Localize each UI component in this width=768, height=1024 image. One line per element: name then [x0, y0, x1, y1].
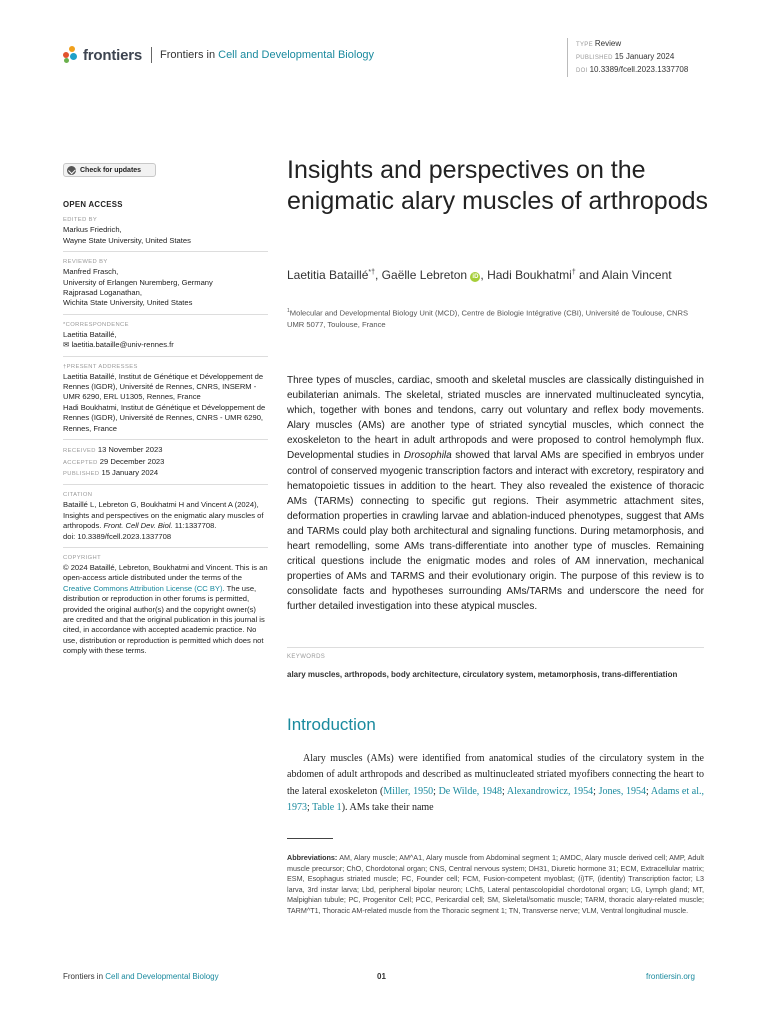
article-title: Insights and perspectives on the enigmatic alary muscles of arthropods: [287, 156, 709, 215]
received-date: 13 November 2023: [97, 445, 163, 455]
sidebar-published-date: 15 January 2024: [101, 467, 159, 477]
email-icon: ✉: [63, 340, 72, 350]
check-for-updates-button[interactable]: Check for updates: [63, 163, 156, 177]
correspondence-email[interactable]: ✉ laetitia.bataille@univ-rennes.fr: [63, 340, 174, 350]
article-meta: TYPE Review PUBLISHED 15 January 2024 DOI 10.3389/fcell.2023.1337708: [567, 38, 688, 77]
footer-site-link[interactable]: frontiersin.org: [646, 972, 695, 981]
edited-by-label: EDITED BY: [63, 217, 98, 224]
check-updates-icon: [67, 166, 76, 175]
copyright-label: COPYRIGHT: [63, 554, 102, 561]
history-dates: RECEIVED 13 November 2023 ACCEPTED 29 December 2023 PUBLISHED 15 January 2024: [63, 445, 165, 477]
present-addresses: Laetitia Bataillé, Institut de Génétique et Développement de Rennes (IGDR), Université de Rennes, CNRS, INSERM - UMR 6290, ERL U1305, Rennes, France Hadi Boukhatmi, Institut de Génétique et Développement de Rennes (IGDR), Université de Rennes, CNRS - UMR 6290, Rennes, France: [63, 371, 266, 433]
keywords-label: KEYWORDS: [287, 654, 326, 660]
edited-by: Markus Friedrich, Wayne State University, United States: [63, 225, 191, 245]
keywords: alary muscles, arthropods, body architecture, circulatory system, metamorphosis, trans-differentiation: [287, 670, 678, 679]
citation: Bataillé L, Lebreton G, Boukhatmi H and Vincent A (2024), Insights and perspectives on the enigmatic alary muscles of arthropods. Front. Cell Dev. Biol. 11:1337708. doi: 10.3389/fcell.2023.1337708: [63, 500, 264, 541]
abbreviations: Abbreviations: AM, Alary muscle; AM^A1, Alary muscle from Abdominal segment 1; AMDC, Alary muscle derived cell; AMP, Adult muscle precursor; ChO, Chordotonal organ; CNS, Central nervous system; DH31, Diuretic hormone 31; ECM, Extracellular matrix; ESM, Esophagus striated muscle; FC, Founder cell; FCM, Fusion-competent myoblast; (i)TF, (identity) Transcription factor; L3 larva, 3rd instar larva; Lbd, peripheral bipolar neuron; LCh5, Lateral pentascolopidial chordotonal organ; LG, Lymph gland; MT, Malpighian tubule; PC, Progenitor Cell; PCC, Pericardial cell; SM, Skeletal/somatic muscle; TARM, thoracic alary-related muscle; TARM^T1, Thoracic AM-related muscle from the Thoracic segment 1; TN, Transverse nerve; VLM, Ventral longitudinal muscle.: [287, 853, 704, 915]
orcid-icon[interactable]: iD: [472, 274, 479, 280]
brand-name: frontiers: [83, 46, 143, 64]
ref-link[interactable]: Adams et al., 1973: [287, 785, 705, 813]
introduction-heading: Introduction: [287, 715, 376, 734]
table-link[interactable]: Table 1: [312, 801, 342, 813]
sidebar: [63, 200, 268, 657]
correspondence-label: *CORRESPONDENCE: [63, 321, 129, 328]
affiliation: $^1$Molecular and Developmental Biology Unit (MCD), Centre de Biologie Intégrative (CBI), Université de Toulouse, CNRS UMR 5077, Toulouse, France: [287, 308, 689, 329]
published-date: 15 January 2024: [614, 52, 675, 61]
correspondence-name: Laetitia Bataillé,: [63, 329, 117, 339]
accepted-date: 29 December 2023: [99, 456, 165, 466]
cc-by-link[interactable]: Creative Commons Attribution License (CC BY): [63, 583, 223, 593]
present-addresses-label: †PRESENT ADDRESSES: [63, 363, 138, 370]
open-access-label: OPEN ACCESS: [63, 200, 123, 209]
frontiers-logo-icon: [63, 46, 79, 64]
reviewed-by-label: REVIEWED BY: [63, 259, 108, 266]
introduction-paragraph: Alary muscles (AMs) were identified from anatomical studies of the circulatory system in the abdomen of adult arthropods and described as multinucleated striated myofibers connecting the heart to the lateral exoskeleton (Miller, 1950; De Wilde, 1948; Alexandrowicz, 1954; Jones, 1954; Adams et al., 1973; Table 1). AMs take their name: [287, 753, 705, 813]
header-divider: [151, 47, 152, 63]
ref-link[interactable]: Miller, 1950: [383, 785, 434, 797]
ref-link[interactable]: Alexandrowicz, 1954: [506, 785, 594, 797]
ref-link[interactable]: Jones, 1954: [598, 785, 646, 797]
abstract: Three types of muscles, cardiac, smooth and skeletal muscles are classically distinguished in eubilaterian animals. The skeletal, striated muscles are innervated multinucleated syncytia, which, together with bones and tendons, carry out voluntary and reflex body movements. Alary muscles (AMs) are another type of striated syncytial muscles, which connect the exoskeleton to the heart in adult arthropods and were proposed to control hemolymph flux. Developmental studies in Drosophila showed that larval AMs are specified in embryos under control of conserved myogenic transcription factors and interact with excretory, respiratory and hematopoietic tissues in addition to the heart. They also revealed the existence of thoracic AMs (TARMs) connecting to specific gut regions. Their asymmetric attachment sites, deformation properties in crawling larvae and ablation-induced phenotypes, suggest that AMs and TARMs could play both architectural and signaling functions. During metamorphosis, and heart remodelling, some AMs trans-differentiate into another type of muscles. Remaining critical questions include the enigmatic modes and roles of AM innervation, mechanical properties of AMs and TARMS and their evolutionary origin. The purpose of this review is to consolidate facts and hypotheses surrounding AMs/TARMs and underscore the need for further detailed investigation into these atypical muscles.: [287, 375, 705, 613]
journal-name: Frontiers in Cell and Developmental Biology: [160, 49, 375, 61]
footnote-divider: [287, 838, 333, 839]
copyright: © 2024 Bataillé, Lebreton, Boukhatmi and Vincent. This is an open-access article distributed under the terms of the Creative Commons Attribution License (CC BY). The use, distribution or reproduction in other forums is permitted, provided the original author(s) and the copyright owner(s) are credited and that the original publication in this journal is cited, in accordance with accepted academic practice. No use, distribution or reproduction is permitted which does not comply with these terms.: [63, 562, 268, 656]
page-number: 01: [377, 972, 386, 981]
article-type: Review: [594, 39, 622, 48]
frontiers-logo: [63, 46, 374, 64]
citation-label: CITATION: [63, 492, 93, 499]
footer-journal: Frontiers in Cell and Developmental Biology: [63, 972, 219, 981]
keywords-divider: [287, 647, 704, 648]
reviewed-by: Manfred Frasch, University of Erlangen Nuremberg, Germany Rajprasad Loganathan, Wichita State University, United States: [63, 267, 213, 308]
ref-link[interactable]: De Wilde, 1948: [438, 785, 502, 797]
author-list: Laetitia Bataillé*†, Gaëlle Lebreton iD , Hadi Boukhatmi† and Alain Vincent: [287, 268, 672, 282]
doi: 10.3389/fcell.2023.1337708: [589, 65, 689, 74]
